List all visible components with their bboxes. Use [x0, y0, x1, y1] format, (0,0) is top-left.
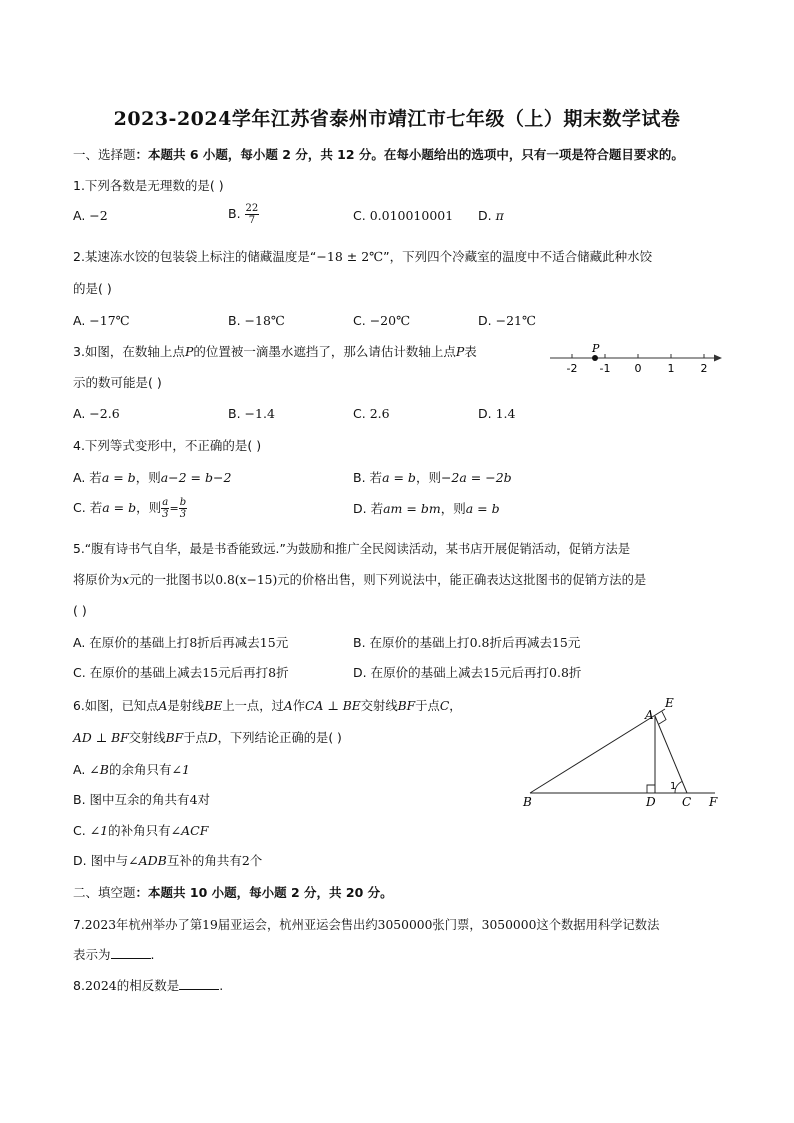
math: 3050000 — [377, 918, 433, 932]
label-f: F — [709, 795, 718, 809]
text: 2.某速冻水饺的包装袋上标注的储藏温度是“ — [73, 249, 317, 264]
text: 折后再减去 — [489, 635, 552, 650]
q3-option-c[interactable] — [353, 405, 390, 423]
label-b: B — [523, 795, 532, 809]
page-title: 2023-2024学年江苏省泰州市靖江市七年级（上）期末数学试卷 — [113, 108, 681, 130]
denominator: 7 — [248, 215, 256, 226]
text: ， — [449, 699, 462, 713]
option-value: 0.010010001 — [369, 208, 454, 223]
math: 0.8(x−15) — [215, 573, 278, 587]
q1-option-d[interactable] — [478, 207, 504, 225]
section1-heading — [73, 146, 684, 164]
text: 张门票， — [432, 918, 482, 932]
option-value: −17℃ — [89, 313, 130, 328]
text: 届亚运会，杭州亚运会售出约 — [217, 918, 378, 932]
text: 若 — [370, 501, 384, 516]
text: 交射线 — [128, 731, 166, 745]
text: ，则 — [136, 500, 162, 515]
option-label: A. — [73, 208, 86, 223]
right-angle-mark-d — [647, 785, 655, 793]
q5-stem-line2 — [73, 571, 646, 589]
q5-stem-line3: ( ) — [73, 603, 87, 618]
option-label: D. — [353, 501, 367, 516]
option-value: −2 — [89, 208, 108, 223]
q6-stem-line1 — [73, 697, 462, 715]
text: 6.如图，已知点 — [73, 699, 159, 713]
q1-option-a[interactable] — [73, 207, 108, 225]
math: x — [122, 573, 130, 587]
text: 于点 — [183, 731, 208, 745]
q3-stem-line1 — [73, 343, 477, 361]
option-value: −18℃ — [244, 313, 285, 328]
option-label: D. — [478, 406, 492, 421]
q6-option-a[interactable] — [73, 761, 190, 779]
q6-option-d[interactable] — [73, 852, 262, 870]
math: 8 — [268, 665, 277, 680]
option-value: π — [495, 208, 504, 223]
math: 2024 — [84, 978, 117, 993]
option-label: D. — [353, 665, 367, 680]
math: a = b — [101, 470, 136, 485]
math: BE — [204, 699, 223, 713]
option-label: D. — [73, 853, 87, 868]
math: P — [455, 344, 465, 359]
q5-option-b[interactable] — [353, 634, 580, 652]
math: = — [169, 502, 179, 515]
denominator: 3 — [162, 509, 169, 520]
math: ∠1 — [89, 823, 109, 838]
option-label: B. — [228, 313, 241, 328]
text: 在原价的基础上减去 — [89, 665, 203, 680]
q2-stem-line1 — [73, 248, 652, 266]
q2-option-d[interactable] — [478, 312, 536, 330]
math: C — [439, 699, 450, 713]
q5-stem-line1: 5.“腹有诗书气自华，最是书香能致远.”为鼓励和推广全民阅读活动，某书店开展促销活动，促销方法是 — [73, 542, 631, 556]
q3-option-d[interactable] — [478, 405, 515, 423]
option-label: C. — [73, 823, 86, 838]
text: 年杭州举办了第 — [116, 918, 203, 932]
math: 8 — [189, 635, 198, 650]
text: 的相反数是 — [116, 978, 180, 993]
math: am = bm — [383, 501, 441, 516]
text: 图中与 — [90, 853, 129, 868]
text: . — [150, 947, 155, 962]
text: 折 — [568, 665, 582, 680]
math: 0.8 — [549, 665, 569, 680]
text: 元后再打 — [499, 665, 550, 680]
angle-1-label: 1 — [670, 781, 677, 792]
q4-option-d[interactable] — [353, 500, 500, 518]
q4-stem: 4.下列等式变形中，不正确的是( ) — [73, 438, 262, 453]
option-value: −1.4 — [244, 406, 275, 421]
numerator: b — [179, 497, 187, 508]
option-label: B. — [228, 406, 241, 421]
answer-blank[interactable] — [179, 977, 219, 990]
text: 个 — [249, 853, 263, 868]
math: 19 — [202, 918, 218, 932]
numerator: 22 — [245, 203, 259, 214]
right-angle-mark-a — [659, 712, 666, 724]
math: BF — [397, 699, 416, 713]
text: ，则 — [135, 470, 161, 485]
text: 表示为 — [73, 947, 111, 962]
math: −18 ± 2℃ — [316, 249, 384, 264]
option-value: 1.4 — [495, 406, 516, 421]
option-label: B. — [228, 206, 241, 221]
math: ∠B — [89, 762, 109, 777]
text: 在原价的基础上打 — [369, 635, 470, 650]
math: −2a = −2b — [440, 470, 512, 485]
label-d: D — [646, 795, 656, 809]
axis-arrow-icon — [714, 355, 722, 362]
text: 折后再减去 — [197, 635, 260, 650]
math: 0.8 — [469, 635, 490, 650]
q4-option-b[interactable] — [353, 469, 512, 487]
section2-label: 二、填空题 — [73, 885, 136, 900]
text: 元后再打 — [218, 665, 269, 680]
text: 在原价的基础上打 — [89, 635, 190, 650]
option-value: −21℃ — [495, 313, 536, 328]
text: 元 — [567, 635, 581, 650]
text: 的补角只有 — [108, 823, 171, 838]
text: . — [219, 978, 224, 993]
math: a = b — [102, 500, 137, 515]
text: 将原价为 — [73, 573, 123, 587]
q2-option-b[interactable] — [228, 312, 285, 330]
math: AD ⊥ BF — [73, 731, 129, 745]
answer-blank[interactable] — [111, 946, 151, 959]
option-label: A. — [73, 635, 86, 650]
q4-option-a[interactable] — [73, 469, 231, 487]
math: A — [158, 699, 168, 713]
text: 若 — [369, 470, 383, 485]
math: ∠ADB — [128, 853, 167, 868]
option-label: D. — [478, 313, 492, 328]
fraction — [179, 497, 187, 520]
tick-label: 2 — [700, 362, 708, 375]
option-label: A. — [73, 762, 86, 777]
q5-option-c[interactable] — [73, 664, 289, 682]
text: 于点 — [415, 699, 440, 713]
text: 若 — [89, 470, 102, 485]
q3-option-b[interactable] — [228, 405, 275, 423]
option-label: A. — [73, 313, 86, 328]
option-label: B. — [353, 635, 366, 650]
tick-label: 1 — [667, 362, 675, 375]
option-label: C. — [73, 665, 86, 680]
label-e: E — [665, 696, 674, 710]
option-label: C. — [353, 313, 366, 328]
text: 对 — [197, 792, 211, 807]
q8-stem — [73, 977, 223, 995]
math: 15 — [202, 665, 219, 680]
math: ∠ACF — [170, 823, 209, 838]
text: ”，下列四个冷藏室的温度中不适合储藏此种水饺 — [383, 249, 653, 264]
text: 这个数据用科学记数法 — [536, 918, 660, 932]
option-label: C. — [353, 208, 366, 223]
q6-stem-line2 — [73, 729, 342, 747]
math: CA ⊥ BE — [305, 699, 361, 713]
option-label: C. — [73, 500, 86, 515]
label-c: C — [682, 795, 692, 809]
math: 15 — [551, 635, 568, 650]
q4-option-c[interactable] — [73, 497, 187, 520]
math: 15 — [483, 665, 500, 680]
math: BF — [165, 731, 184, 745]
text: 元 — [275, 635, 289, 650]
math: 15 — [259, 635, 276, 650]
math: a = b — [465, 501, 500, 516]
math: 4 — [189, 792, 198, 807]
text: 交射线 — [360, 699, 398, 713]
text: 上一点，过 — [222, 699, 284, 713]
number-line-figure — [548, 338, 728, 378]
denominator: 3 — [179, 509, 187, 520]
text: 元的一批图书以 — [129, 573, 216, 587]
q5-option-d[interactable] — [353, 664, 581, 682]
math: A — [283, 699, 293, 713]
geometry-figure — [515, 692, 725, 816]
tick-label: -2 — [566, 362, 578, 375]
text: 的位置被一滴墨水遮挡了，那么请估计数轴上点 — [193, 344, 456, 359]
q6-option-b[interactable] — [73, 791, 210, 809]
numerator: a — [162, 497, 169, 508]
text: ，下列结论正确的是( ) — [217, 731, 342, 745]
text: 的余角只有 — [108, 762, 172, 777]
text: 元的价格出售，则下列说法中，能正确表达这批图书的促销方法的是 — [277, 573, 647, 587]
option-value: 2.6 — [369, 406, 390, 421]
text: 作 — [292, 699, 306, 713]
math: 3050000 — [481, 918, 537, 932]
option-label: A. — [73, 470, 86, 485]
option-label: A. — [73, 406, 86, 421]
q3-option-a[interactable] — [73, 405, 120, 423]
section2-desc: ：本题共 10 小题，每小题 2 分，共 20 分。 — [135, 885, 393, 900]
text: 8. — [73, 978, 85, 993]
option-label: C. — [353, 406, 366, 421]
text: 7. — [73, 918, 85, 932]
text: 表 — [464, 344, 477, 359]
q2-option-a[interactable] — [73, 312, 130, 330]
text: 是射线 — [167, 699, 205, 713]
math: P — [184, 344, 194, 359]
q3-stem-line2: 示的数可能是( ) — [73, 375, 162, 390]
tick-label: 0 — [634, 362, 642, 375]
math: D — [207, 731, 218, 745]
math: 2 — [241, 853, 250, 868]
q5-option-a[interactable] — [73, 634, 288, 652]
tick-label: -1 — [599, 362, 611, 375]
math: ∠1 — [171, 762, 190, 777]
text: 若 — [89, 500, 103, 515]
point-p-label: P — [592, 342, 600, 355]
option-label: B. — [73, 792, 86, 807]
math: 2023 — [84, 918, 117, 932]
q2-option-c[interactable] — [353, 312, 410, 330]
section2-heading — [73, 884, 393, 902]
section1-desc: ：本题共 6 小题，每小题 2 分，共 12 分。在每小题给出的选项中，只有一项是符合题目要求的。 — [135, 147, 684, 162]
option-label: D. — [478, 208, 492, 223]
q2-stem-line2: 的是( ) — [73, 281, 112, 296]
option-label: B. — [353, 470, 366, 485]
option-value: −20℃ — [369, 313, 411, 328]
text: 折 — [276, 665, 289, 680]
text: 3.如图，在数轴上点 — [73, 344, 185, 359]
q1-option-c[interactable] — [353, 207, 453, 225]
label-a: A — [645, 708, 654, 722]
q7-stem-line2 — [73, 946, 155, 964]
text: 在原价的基础上减去 — [370, 665, 484, 680]
option-value: −2.6 — [89, 406, 120, 421]
q6-option-c[interactable] — [73, 822, 208, 840]
text: 互补的角共有 — [166, 853, 242, 868]
text: ，则 — [440, 501, 466, 516]
point-p-ink-dot — [592, 355, 598, 361]
fraction — [245, 203, 260, 226]
math: a = b — [382, 470, 416, 485]
q1-option-b[interactable] — [228, 203, 259, 226]
text: 图中互余的角共有 — [89, 792, 190, 807]
math: a−2 = b−2 — [160, 470, 232, 485]
q7-stem-line1 — [73, 916, 659, 934]
q1-stem: 1.下列各数是无理数的是( ) — [73, 178, 224, 193]
text: ，则 — [415, 470, 441, 485]
section1-label: 一、选择题 — [73, 147, 136, 162]
